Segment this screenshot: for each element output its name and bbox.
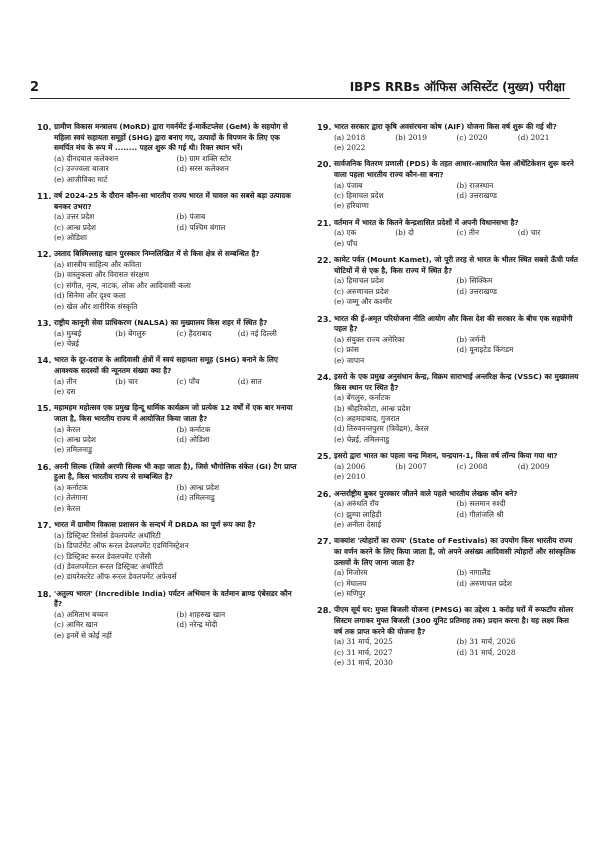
question-text: उस्ताद बिस्मिल्लाह खान पुरस्कार निम्नलिखित में से किस क्षेत्र से सम्बन्धित है?	[54, 249, 260, 259]
question-block	[317, 159, 579, 211]
answer-option: (e) इनमें से कोई नहीं	[54, 630, 112, 640]
answer-option: (a) तीन	[54, 376, 77, 386]
answer-options	[334, 393, 579, 445]
question-number: 24.	[317, 372, 332, 383]
answer-option: (d) तिरुवनन्तपुरम (त्रिवेंद्रम), केरल	[334, 424, 429, 434]
question-text: भारत में ग्रामीण विकास प्रशासन के सन्दर्भ में DRDA का पूर्ण रूप क्या है?	[54, 520, 256, 530]
question-block	[317, 372, 579, 445]
answer-option: (b) राजस्थान	[456, 180, 494, 190]
answer-option: (c) अहमदाबाद, गुजरात	[334, 414, 400, 424]
question-block	[317, 451, 579, 482]
answer-option: (c) मेघालय	[334, 578, 367, 588]
answer-option: (b) 31 मार्च, 2026	[456, 637, 516, 647]
question-header	[37, 403, 299, 424]
answer-option: (d) ओडिशा	[176, 435, 210, 445]
answer-option: (d) 31 मार्च, 2028	[456, 647, 516, 657]
question-text: राष्ट्रीय कानूनी सेवा प्राधिकरण (NALSA) का मुख्यालय किस शहर में स्थित है?	[54, 318, 268, 328]
answer-option: (a) डिस्ट्रिक्ट रिसोर्स डेवलपमेंट अथॉरिटी	[54, 530, 161, 540]
answer-option: (b) 2007	[395, 461, 427, 471]
question-block	[317, 314, 579, 366]
answer-option: (b) ग्राम शक्ति स्टोर	[176, 153, 232, 163]
question-block	[37, 462, 299, 514]
answer-option: (b) सलमान रुश्दी	[456, 499, 506, 509]
question-header	[317, 314, 579, 335]
answer-option: (b) बेंगलुरु	[115, 328, 146, 338]
question-header	[317, 489, 579, 500]
question-header	[37, 520, 299, 531]
answer-option: (e) मणिपुर	[334, 589, 366, 599]
answer-option: (e) तमिलनाडु	[54, 445, 93, 455]
answer-option: (d) पश्चिम बंगाल	[176, 222, 226, 232]
question-header	[317, 536, 579, 568]
answer-option: (a) 2018	[334, 132, 366, 142]
answer-option: (e) 2022	[334, 143, 366, 152]
answer-option: (e) डायरेक्टरेट ऑफ रूरल डेवलपमेंट अफेयर्स	[54, 572, 177, 582]
question-number: 11.	[37, 191, 52, 201]
answer-option: (e) दस	[54, 387, 76, 397]
answer-option: (b) जर्मनी	[456, 334, 486, 344]
answer-option: (e) आजीविका मार्ट	[54, 174, 108, 184]
answer-option: (d) चार	[517, 228, 541, 238]
question-number: 22.	[317, 255, 332, 266]
question-number: 18.	[37, 588, 52, 599]
answer-option: (a) उत्तर प्रदेश	[54, 212, 95, 222]
page-number: 2	[30, 80, 40, 95]
answer-option: (b) आन्ध्र प्रदेश	[176, 483, 219, 493]
question-header	[317, 218, 579, 229]
answer-option: (c) पाँच	[176, 376, 200, 386]
answer-option: (d) उत्तराखण्ड	[456, 286, 497, 296]
answer-option: (b) डिपार्टमेंट ऑफ रूरल डेवलपमेंट एडमिनिस्ट्रेशन	[54, 541, 189, 551]
question-number: 21.	[317, 217, 332, 228]
answer-option: (e) चेन्नई, तमिलनाडु	[334, 434, 390, 444]
answer-option: (a) अरुंधति रॉय	[334, 499, 379, 509]
answer-option: (c) आन्ध्र प्रदेश	[54, 435, 96, 445]
question-text: सार्वजनिक वितरण प्रणाली (PDS) के तहत आधार-आधारित फेस ऑथेंटिकेशन शुरू करने वाला पहला भारतीय राज्य कौन-सा बना?	[334, 159, 574, 179]
answer-options	[54, 260, 299, 312]
answer-option: (c) तीन	[456, 228, 479, 238]
answer-option: (c) हिमाचल प्रदेश	[334, 191, 384, 200]
answer-option: (a) 31 मार्च, 2025	[334, 637, 393, 647]
question-block	[317, 605, 579, 668]
answer-option: (d) 2009	[517, 461, 550, 471]
answer-option: (e) चेन्नई	[54, 339, 80, 349]
answer-option: (a) मिजोरम	[334, 568, 368, 578]
question-number: 10.	[37, 122, 52, 132]
answer-option: (e) जापान	[334, 355, 365, 365]
question-text: इसरो के एक प्रमुख अनुसंधान केन्द्र, विक्रम साराभाई अन्तरिक्ष केन्द्र (VSSC) का मुख्यालय किस स्थान पर स्थित है?	[334, 372, 579, 392]
answer-options	[54, 610, 299, 641]
question-number: 25.	[317, 451, 332, 462]
answer-option: (c) 2020	[456, 132, 488, 142]
question-number: 20.	[317, 159, 332, 170]
question-block	[317, 255, 579, 307]
answer-option: (e) हरियाणा	[334, 201, 369, 211]
answer-option: (a) एक	[334, 228, 357, 238]
answer-option: (a) बेंगलुरु, कर्नाटक	[334, 393, 391, 403]
question-block	[37, 191, 299, 243]
answer-option: (c) झुम्पा लाहिड़ी	[334, 509, 382, 519]
answer-option: (a) 2006	[334, 461, 366, 471]
question-header	[37, 191, 299, 212]
answer-option: (b) नागालैंड	[456, 568, 491, 578]
question-block	[317, 489, 579, 531]
answer-option: (e) ओडिशा	[54, 233, 87, 242]
answer-options	[54, 154, 299, 185]
answer-options	[334, 499, 579, 530]
answer-options	[334, 181, 579, 212]
question-header	[317, 605, 579, 637]
answer-option: (a) संयुक्त राज्य अमेरिका	[334, 334, 405, 344]
answer-option: (a) कर्नाटक	[54, 483, 88, 493]
answer-option: (b) 2019	[395, 132, 427, 142]
answer-option: (d) गीतांजलि श्री	[456, 509, 504, 519]
question-header	[37, 462, 299, 483]
question-block	[317, 536, 579, 599]
question-text: भारत के दूर-दराज के आदिवासी क्षेत्रों में स्वयं सहायता समूह (SHG) बनाने के लिए आवश्यक सदस्यों की न्यूनतम संख्या क्या है?	[54, 355, 278, 376]
question-block	[37, 249, 299, 312]
answer-option: (d) 2021	[517, 132, 550, 142]
question-text: कामेट पर्वत (Mount Kamet), जो पूरी तरह से भारत के भीतर स्थित सबसे ऊँची पर्वत चोटियों में से एक है, किस राज्य में स्थित है?	[334, 255, 578, 275]
answer-option: (a) अमिताभ बच्चन	[54, 610, 108, 620]
question-header	[317, 255, 579, 276]
question-text: महामहम महोत्सव एक प्रमुख हिन्दू धार्मिक कार्यक्रम जो प्रत्येक 12 वर्षों में एक बार मनाया जाता है, किस भारतीय राज्य में आयोजित किया जाता है?	[54, 403, 293, 424]
answer-options	[54, 212, 299, 243]
answer-option: (a) हिमाचल प्रदेश	[334, 276, 384, 286]
question-number: 17.	[37, 520, 52, 531]
left-column	[37, 122, 299, 647]
answer-option: (b) शाहरुख खान	[176, 610, 226, 620]
question-header	[317, 451, 579, 462]
question-number: 12.	[37, 249, 52, 260]
question-number: 15.	[37, 403, 52, 414]
question-text: वर्तमान में भारत के कितने केन्द्रशासित प्रदेशों में अपनी विधानसभा है?	[334, 217, 519, 227]
question-number: 16.	[37, 461, 52, 472]
question-block	[317, 122, 579, 153]
answer-option: (e) अनीता देसाई	[334, 520, 382, 530]
answer-option: (e) 31 मार्च, 2030	[334, 658, 393, 668]
question-text: पीएम सूर्य घर: मुफ्त बिजली योजना (PMSG) का उद्देश्य 1 करोड़ घरों में रूफटॉप सोलर सिस्टम लगाकर मुफ्त बिजली (300 यूनिट प्रतिमाह तक) प्रदान करना है। यह लक्ष्य किस वर्ष तक प्राप्त करने की योजना है?	[334, 605, 574, 636]
question-block	[37, 589, 299, 641]
answer-option: (b) श्रीहरिकोटा, आन्ध्र प्रदेश	[334, 403, 411, 413]
answer-option: (a) दीनदयाल कलेक्शन	[54, 153, 119, 163]
question-block	[317, 218, 579, 249]
question-text: अन्तर्राष्ट्रीय बुकर पुरस्कार जीतने वाले पहले भारतीय लेखक कौन बने?	[334, 488, 518, 498]
question-number: 23.	[317, 313, 332, 324]
question-header	[317, 159, 579, 180]
question-text: ग्रामीण विकास मन्त्रालय (MoRD) द्वारा गवर्नमेंट ई-मार्केटप्लेस (GeM) के सहयोग से महिला स्वयं सहायता समूहों (SHG) द्वारा बनाए गए, उत्पादों के विपणन के लिए एक समर्पित मंच के रूप में ........ पहल शुरू की गई थी। रिक्त स्थान भरें।	[54, 122, 288, 153]
question-header	[37, 318, 299, 329]
answer-option: (d) अरुणाचल प्रदेश	[456, 578, 512, 588]
question-number: 14.	[37, 355, 52, 366]
answer-option: (c) फ्रांस	[334, 345, 359, 355]
answer-options	[54, 425, 299, 456]
answer-option: (b) सिक्किम	[456, 276, 493, 286]
question-block	[37, 318, 299, 349]
answer-options	[334, 637, 579, 668]
answer-option: (b) चार	[115, 376, 138, 386]
answer-option: (b) पंजाब	[176, 212, 206, 222]
question-text: 'अतुल्य भारत' (Incredible India) पर्यटन अभियान के वर्तमान ब्राण्ड एंबेसडर कौन हैं?	[54, 588, 292, 609]
answer-option: (b) कर्नाटक	[176, 424, 211, 434]
question-number: 28.	[317, 605, 332, 616]
answer-option: (c) उज्ज्वला बाजार	[54, 164, 109, 174]
answer-option: (d) सरस कलेक्शन	[176, 164, 229, 174]
question-text: अरनी सिल्क (जिसे अरणी सिल्क भी कहा जाता है), जिसे भौगोलिक संकेत (GI) टैग प्राप्त हुआ है, किस भारतीय राज्य से सम्बन्धित है?	[54, 461, 297, 482]
exam-title: IBPS RRBs ऑफिस असिस्टेंट (मुख्य) परीक्षा	[349, 80, 565, 94]
answer-options	[334, 568, 579, 599]
answer-option: (d) नरेन्द्र मोदी	[176, 620, 218, 630]
answer-option: (c) तेलंगाना	[54, 493, 88, 503]
question-header	[37, 589, 299, 610]
answer-options	[334, 133, 579, 154]
answer-option: (e) केरल	[54, 503, 81, 513]
question-header	[317, 372, 579, 393]
answer-options	[54, 483, 299, 514]
answer-option: (e) 2010	[334, 472, 366, 482]
answer-option: (d) तमिलनाडु	[176, 493, 215, 503]
right-column	[317, 122, 579, 674]
answer-options	[54, 329, 299, 350]
answer-options	[54, 531, 299, 583]
answer-options	[334, 462, 579, 483]
answer-option: (b) दो	[395, 228, 414, 238]
answer-option: (d) सिनेमा और दृश्य कला	[54, 291, 126, 301]
answer-option: (a) मुम्बई	[54, 328, 82, 338]
answer-option: (b) वास्तुकला और विरासत संरक्षण	[54, 270, 150, 280]
answer-option: (c) डिस्ट्रिक्ट रूरल डेवलपमेंट एजेंसी	[54, 551, 152, 561]
question-block	[37, 355, 299, 397]
question-number: 26.	[317, 488, 332, 499]
answer-option: (c) आन्ध्र प्रदेश	[54, 222, 96, 232]
question-header	[37, 122, 299, 154]
answer-options	[334, 228, 579, 249]
question-number: 27.	[317, 536, 332, 547]
answer-option: (a) पंजाब	[334, 180, 363, 190]
question-header	[317, 122, 579, 133]
question-text: भारत सरकार द्वारा कृषि अवसंरचना कोष (AIF) योजना किस वर्ष शुरू की गई थी?	[334, 122, 557, 131]
answer-options	[334, 335, 579, 366]
answer-options	[54, 377, 299, 398]
question-header	[37, 249, 299, 260]
answer-option: (d) नई दिल्ली	[237, 328, 277, 338]
question-block	[37, 122, 299, 185]
answer-option: (e) खेल और शारीरिक संस्कृति	[54, 301, 138, 311]
answer-option: (c) संगीत, नृत्य, नाटक, लोक और आदिवासी कला	[54, 280, 191, 290]
question-text: भारत की ई-अमृत परियोजना नीति आयोग और किस देश की सरकार के बीच एक सहयोगी पहल है?	[334, 313, 573, 334]
question-text: वाक्यांश 'त्योहारों का राज्य' (State of Festivals) का उपयोग किस भारतीय राज्य का वर्णन करने के लिए किया जाता है, जो अपने असंख्य आदिवासी त्योहारों और सांस्कृतिक उत्सवों के लिए जाना जाता है?	[334, 536, 576, 567]
question-header	[37, 355, 299, 376]
answer-option: (c) हैदराबाद	[176, 328, 212, 338]
answer-options	[334, 276, 579, 307]
answer-option: (d) उत्तराखण्ड	[456, 191, 497, 200]
question-text: वर्ष 2024-25 के दौरान कौन-सा भारतीय राज्य भारत में चावल का सबसे बड़ा उत्पादक बनकर उभरा?	[54, 191, 291, 211]
question-text: इसरो द्वारा भारत का पहला चन्द्र मिशन, चन्द्रयान-1, किस वर्ष लॉन्च किया गया था?	[334, 451, 558, 461]
question-number: 13.	[37, 318, 52, 329]
question-block	[37, 520, 299, 583]
answer-option: (a) केरल	[54, 424, 81, 434]
answer-option: (d) डेवलपमेंटल रूरल डिस्ट्रिक्ट अथॉरिटी	[54, 562, 164, 572]
answer-option: (e) पाँच	[334, 238, 358, 248]
answer-option: (c) 2008	[456, 461, 488, 471]
question-number: 19.	[317, 122, 332, 132]
answer-option: (a) शास्त्रीय साहित्य और कविता	[54, 260, 142, 269]
answer-option: (c) अरुणाचल प्रदेश	[334, 286, 389, 296]
answer-option: (e) जम्मू और कश्मीर	[334, 297, 393, 307]
question-block	[37, 403, 299, 455]
answer-option: (c) 31 मार्च, 2027	[334, 647, 393, 657]
answer-option: (d) यूनाइटेड किंगडम	[456, 345, 514, 355]
page-header	[0, 0, 600, 100]
header-rule	[30, 98, 570, 99]
answer-option: (d) सात	[237, 376, 262, 386]
answer-option: (c) आमिर खान	[54, 620, 98, 630]
